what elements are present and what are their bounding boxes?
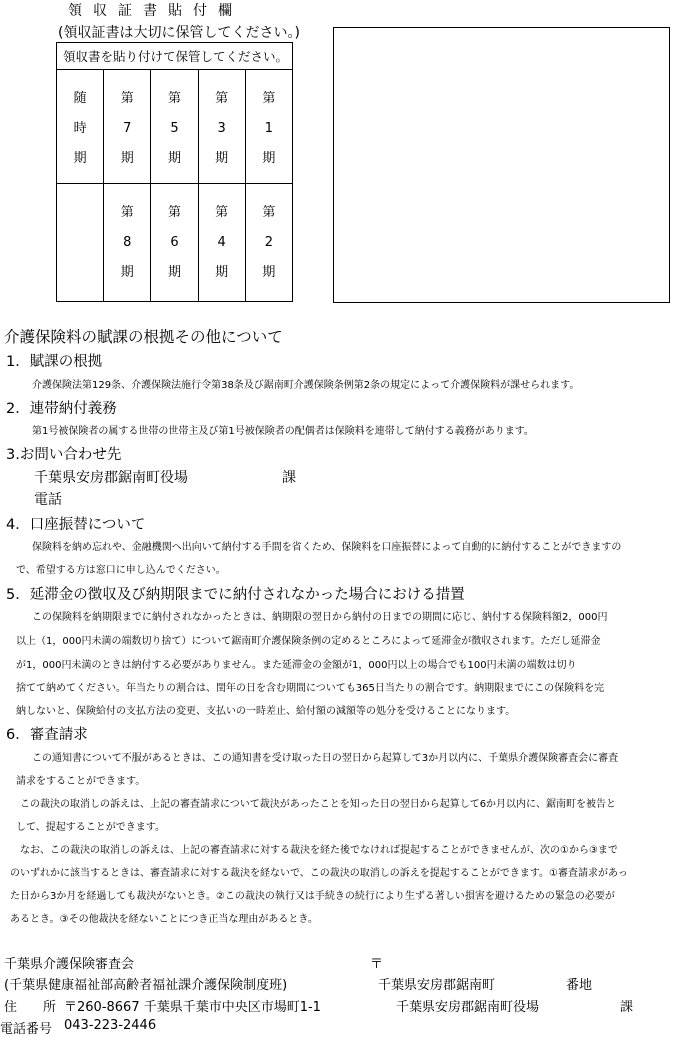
stamp-area-note: (領収証書は大切に保管してください。) [58, 25, 300, 41]
period-cell-8: 第 8 期 [104, 184, 151, 302]
section-6-line-3: この裁決の取消しの訴えは、上記の審査請求について裁決があったことを知った日の翌日から起算して6か月以内に、鋸南町を被告と [20, 799, 617, 810]
period-cell-anytime: 随 時 期 [57, 70, 104, 184]
period-cell-empty [57, 184, 104, 302]
section-6-line-2: 請求をすることができます。 [16, 776, 146, 787]
section-5-line-4: 捨てて納めてください。年当たりの割合は、閏年の日を含む期間についても365日当たりの割合です。納期限までにこの保険料を完 [16, 683, 605, 694]
postal-mark: 〒 [370, 957, 384, 972]
period-cell-1: 第 1 期 [245, 70, 292, 184]
council-dept: (千葉県健康福祉部高齢者福祉課介護保険制度班) [4, 978, 288, 993]
period-cell-7: 第 7 期 [104, 70, 151, 184]
section-2-title: 2．連帯納付義務 [6, 401, 117, 417]
section-6-line-4: して、提起することができます。 [16, 822, 165, 833]
section-6-title: 6．審査請求 [6, 727, 88, 743]
section-3-office: 千葉県安房郡鋸南町役場 [34, 470, 188, 486]
section-1-body: 介護保険法第129条、介護保険法施行令第38条及び鋸南町介護保険条例第2条の規定によって介護保険料が課せられます。 [32, 380, 580, 391]
section-4-line-2: で、希望する方は窓口に申し込んでください。 [16, 565, 226, 576]
period-cell-4: 第 4 期 [198, 184, 245, 302]
town-address: 千葉県安房郡鋸南町 [378, 978, 496, 993]
period-cell-6: 第 6 期 [151, 184, 198, 302]
period-cell-2: 第 2 期 [245, 184, 292, 302]
section-4-title: 4．口座振替について [6, 517, 146, 533]
section-3-phone: 電話 [34, 492, 62, 508]
section-5-line-5: 納しないと、保険給付の支払方法の変更、支払いの一時差止、給付額の減額等の処分を受けることになります。 [16, 706, 516, 717]
council-phone: 043-223-2446 [64, 1018, 157, 1033]
section-3-title: 3.お問い合わせ先 [6, 447, 122, 463]
council-name: 千葉県介護保険審査会 [4, 957, 135, 972]
receipt-table-header: 領収書を貼り付けて保管してください。 [57, 43, 293, 70]
town-banchi: 番地 [566, 978, 593, 993]
receipt-table [56, 42, 293, 302]
stamp-area-title: 領収証書貼付欄 [68, 3, 243, 19]
section-6-line-8: あるとき。③その他裁決を経ないことにつき正当な理由があるとき。 [10, 914, 318, 925]
section-5-title: 5．延滞金の徴収及び納期限までに納付されなかった場合における措置 [6, 587, 465, 603]
main-heading: 介護保険料の賦課の根拠その他について [4, 328, 283, 346]
section-6-line-7: た日から3か月を経過しても裁決がないとき。②この裁決の執行又は手続きの続行により生ずる著しい損害を避けるための緊急の必要が [10, 891, 615, 902]
section-6-line-1: この通知書について不服があるときは、この通知書を受け取った日の翌日から起算して3か月以内に、千葉県介護保険審査会に審査 [32, 753, 619, 764]
period-cell-3: 第 3 期 [198, 70, 245, 184]
section-4-line-1: 保険料を納め忘れや、金融機関へ出向いて納付する手間を省くため、保険料を口座振替によって自動的に納付することができますの [32, 542, 622, 553]
council-address-label: 住 所 [4, 1000, 57, 1015]
section-5-line-2: 以上（1，000円未満の端数切り捨て）について鋸南町介護保険条例の定めるところによって延滞金が徴収されます。ただし延滞金 [16, 636, 601, 647]
period-cell-5: 第 5 期 [151, 70, 198, 184]
section-6-line-6: のいずれかに該当するときは、審査請求に対する裁決を経ないで、この裁決の取消しの訴えを提起することができます。①審査請求があっ [10, 868, 628, 879]
town-dept: 課 [620, 1000, 634, 1015]
section-5-line-3: が1，000円未満のときは納付する必要がありません。また延滞金の金額が1，000円以上の場合でも100円未満の端数は切り [16, 660, 577, 671]
section-5-line-1: この保険料を納期限までに納付されなかったときは、納期限の翌日から納付の日までの期間に応じ、納付する保険料額2，000円 [32, 612, 608, 623]
council-phone-label: 電話番号 [0, 1022, 53, 1037]
section-1-title: 1．賦課の根拠 [6, 354, 103, 370]
town-office: 千葉県安房郡鋸南町役場 [396, 1000, 540, 1015]
receipt-paste-box [333, 27, 670, 303]
section-2-body: 第1号被保険者の属する世帯の世帯主及び第1号被保険者の配偶者は保険料を連帯して納付する義務があります。 [32, 426, 534, 437]
section-3-dept: 課 [282, 470, 296, 486]
section-6-line-5: なお、この裁決の取消しの訴えは、上記の審査請求に対する裁決を経た後でなければ提起することができませんが、次の①から③まで [20, 845, 618, 856]
council-address: 〒260-8667 千葉県千葉市中央区市場町1-1 [64, 1000, 321, 1015]
